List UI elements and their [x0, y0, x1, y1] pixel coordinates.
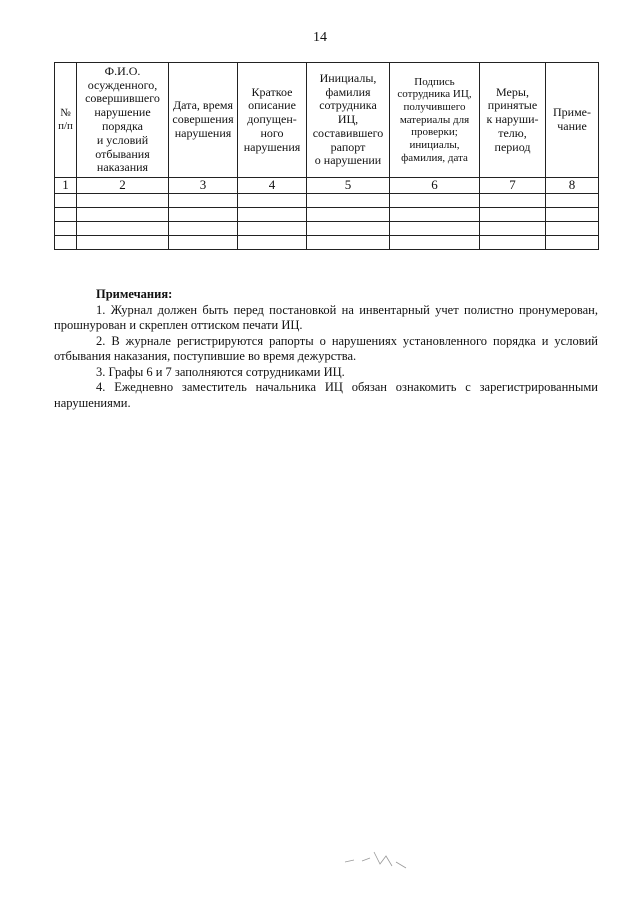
table-cell	[546, 193, 599, 207]
table-cell	[238, 193, 307, 207]
table-cell	[55, 235, 77, 249]
table-cell	[307, 207, 390, 221]
header-receiving-officer-signature: Подпись сотрудника ИЦ, получившего материалы для проверки; инициалы, фамилия, дата	[390, 63, 480, 178]
header-date-time: Дата, время совершения нарушения	[169, 63, 238, 178]
table-cell	[55, 221, 77, 235]
note-item: 4. Ежедневно заместитель начальника ИЦ обязан ознакомить с зарегистрированными нарушениями.	[54, 380, 598, 410]
table-cell	[546, 221, 599, 235]
column-number: 8	[546, 178, 599, 194]
table-cell	[390, 193, 480, 207]
table-row	[55, 235, 599, 249]
note-item: 2. В журнале регистрируются рапорты о нарушениях установленного порядка и условий отбывания наказания, поступившие во время дежурства.	[54, 333, 598, 363]
notes-title: Примечания:	[96, 287, 173, 301]
column-number: 1	[55, 178, 77, 194]
table-cell	[238, 221, 307, 235]
header-description: Краткое описание допущен- ного нарушения	[238, 63, 307, 178]
table-row	[55, 193, 599, 207]
header-full-name: Ф.И.О. осужденного, совершившего нарушение порядка и условий отбывания наказания	[77, 63, 169, 178]
scan-artifact-marks	[340, 840, 420, 880]
table-cell	[307, 221, 390, 235]
column-numbers-row	[55, 178, 599, 194]
table-cell	[77, 207, 169, 221]
table-cell	[480, 193, 546, 207]
table-cell	[55, 207, 77, 221]
column-number: 4	[238, 178, 307, 194]
table-row	[55, 207, 599, 221]
table-header-row	[55, 63, 599, 178]
table-cell	[307, 235, 390, 249]
page-number: 14	[313, 30, 327, 45]
table-cell	[546, 235, 599, 249]
table-row	[55, 221, 599, 235]
table-cell	[390, 235, 480, 249]
table-cell	[390, 207, 480, 221]
note-item: 3. Графы 6 и 7 заполняются сотрудниками ИЦ.	[96, 364, 345, 379]
notes-section	[54, 287, 598, 411]
header-note: Приме- чание	[546, 63, 599, 178]
table-cell	[77, 193, 169, 207]
header-reporting-officer: Инициалы, фамилия сотрудника ИЦ, составившего рапорт о нарушении	[307, 63, 390, 178]
table-cell	[169, 207, 238, 221]
table-cell	[480, 207, 546, 221]
table-cell	[546, 207, 599, 221]
table-cell	[480, 221, 546, 235]
column-number: 7	[480, 178, 546, 194]
violations-journal-table	[54, 62, 599, 250]
table-cell	[238, 235, 307, 249]
table-cell	[307, 193, 390, 207]
column-number: 3	[169, 178, 238, 194]
table-cell	[77, 235, 169, 249]
header-number: № п/п	[55, 63, 77, 178]
table-cell	[169, 235, 238, 249]
note-item: 1. Журнал должен быть перед постановкой на инвентарный учет полистно пронумерован, прошнурован и скреплен оттиском печати ИЦ.	[54, 302, 598, 332]
column-number: 5	[307, 178, 390, 194]
table-cell	[77, 221, 169, 235]
table-cell	[169, 221, 238, 235]
table-cell	[55, 193, 77, 207]
column-number: 2	[77, 178, 169, 194]
table-cell	[169, 193, 238, 207]
table-cell	[238, 207, 307, 221]
table-cell	[480, 235, 546, 249]
column-number: 6	[390, 178, 480, 194]
table-cell	[390, 221, 480, 235]
header-measures: Меры, принятые к наруши- телю, период	[480, 63, 546, 178]
